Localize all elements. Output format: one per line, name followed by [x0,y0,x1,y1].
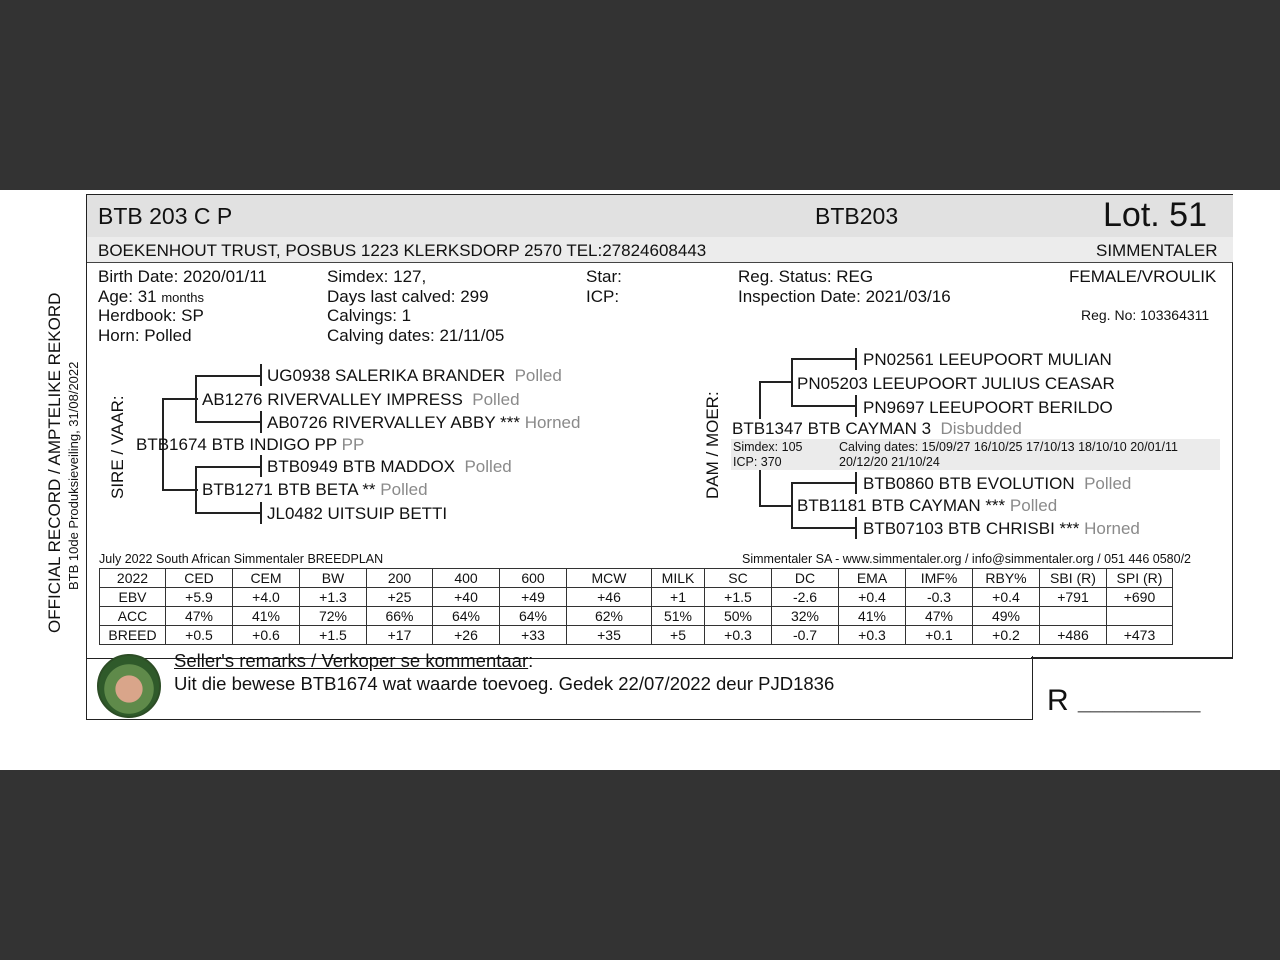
table-cell: +4.0 [233,588,300,607]
animal-name: BTB1271 BTB BETA ** [202,480,376,499]
animal-name: AB1276 RIVERVALLEY IMPRESS [202,390,463,409]
sale-label: BTB 10de Produksieveiling, 31/08/2022 [66,361,81,590]
remarks-title: Seller's remarks / Verkoper se kommentaar [174,650,529,671]
table-row [100,588,1173,607]
pedigree-line [759,381,761,419]
age-unit: months [161,290,204,305]
table-cell [1107,607,1173,626]
table-row [100,607,1173,626]
table-cell: 62% [567,607,652,626]
remarks-text: Uit die bewese BTB1674 wat waarde toevoeg. Gedek 22/07/2022 deur PJD1836 [174,673,835,694]
breedplan-source: July 2022 South African Simmentaler BREEDPLAN [99,552,384,566]
dam-calving-dates-cont: 20/12/20 21/10/24 [839,455,940,469]
pedigree-line [791,482,855,484]
sex: FEMALE/VROULIK [1069,267,1217,286]
pedigree-line [759,505,793,507]
table-header-cell: MILK [652,569,705,588]
icp: ICP: [586,287,620,306]
table-header-cell: IMF% [906,569,973,588]
table-cell: +5 [652,626,705,645]
days-last-calved: Days last calved: 299 [327,287,489,306]
horn-status: PP [341,435,365,454]
table-cell: 66% [367,607,433,626]
sire-sire [202,390,520,410]
header-bar [87,195,1233,238]
animal-tag: BTB203 [815,203,899,229]
animal-name: BTB0949 BTB MADDOX [267,457,456,476]
age-value: Age: 31 [98,287,157,306]
price-divider-top [1031,657,1233,659]
table-cell: +473 [1107,626,1173,645]
owner-line: BOEKENHOUT TRUST, POSBUS 1223 KLERKSDORP 2570 TEL:27824608443 [98,241,707,260]
table-cell: +0.1 [906,626,973,645]
dam [732,419,1022,439]
animal-name: UG0938 SALERIKA BRANDER [267,366,506,385]
animal-name: JL0482 UITSUIP BETTI [267,504,448,523]
table-cell: +17 [367,626,433,645]
horn-status: Polled [380,480,428,499]
sire-dam-dam [267,504,447,524]
pedigree-line [260,502,262,524]
pedigree-line [855,517,857,539]
pedigree-line [195,512,260,514]
table-header-cell: CED [166,569,233,588]
pedigree-line [759,381,793,383]
dam-sire [797,374,1115,394]
animal-name: BTB1674 BTB INDIGO PP [136,435,337,454]
table-header-cell: SC [705,569,772,588]
table-cell: +35 [567,626,652,645]
dam-icp: ICP: 370 [733,455,782,469]
birth-date: Birth Date: 2020/01/11 [98,267,267,286]
breedplan-contact: Simmentaler SA - www.simmentaler.org / info@simmentaler.org / 051 446 0580/2 [742,552,1192,566]
horn-status: Polled [472,390,520,409]
table-cell: +1.5 [705,588,772,607]
price-currency: R [1047,684,1069,717]
animal-id: BTB 203 C P [98,203,233,229]
horn-status: Polled [1009,496,1058,515]
pedigree-line [791,527,855,529]
table-cell: +0.2 [973,626,1040,645]
table-cell: -0.3 [906,588,973,607]
animal-name: BTB1181 BTB CAYMAN *** [797,496,1006,515]
pedigree-line [855,472,857,494]
table-cell: +486 [1040,626,1107,645]
table-cell: 51% [652,607,705,626]
dam-calving-dates: Calving dates: 15/09/27 16/10/25 17/10/13 18/10/10 20/01/11 [839,440,1178,454]
table-header-cell: DC [772,569,839,588]
sire-dam [202,480,428,500]
pedigree-line [855,348,857,370]
table-cell: +1.5 [300,626,367,645]
table-cell: +1 [652,588,705,607]
table-cell: +26 [433,626,500,645]
star: Star: [586,267,622,286]
horn-status: Polled [514,366,562,385]
table-header-cell: MCW [567,569,652,588]
animal-name: BTB07103 BTB CHRISBI *** [863,519,1080,538]
dam-dam-sire [863,474,1131,494]
dam-sire-sire [863,350,1112,370]
animal-name: PN9697 LEEUPOORT BERILDO [863,398,1113,417]
table-cell: +25 [367,588,433,607]
table-header-row [100,569,1173,588]
simdex: Simdex: 127, [327,267,427,286]
pedigree-line [260,411,262,433]
pedigree-line [791,358,855,360]
remarks-heading [174,650,533,672]
horn-status: Polled [464,457,512,476]
pedigree-line [162,489,198,491]
horn-status: Horn: Polled [98,326,192,345]
pedigree-line [759,470,761,506]
calving-dates: Calving dates: 21/11/05 [327,326,505,345]
inspection-date: Inspection Date: 2021/03/16 [738,287,951,306]
table-cell [1040,607,1107,626]
sire-dam-sire [267,457,512,477]
table-cell: +0.6 [233,626,300,645]
table-cell: +690 [1107,588,1173,607]
animal-name: AB0726 RIVERVALLEY ABBY *** [267,413,520,432]
horn-status: Disbudded [940,419,1022,438]
table-header-cell: CEM [233,569,300,588]
table-cell: 64% [433,607,500,626]
table-header-cell: SBI (R) [1040,569,1107,588]
reg-status: Reg. Status: REG [738,267,874,286]
row-label: BREED [100,626,166,645]
table-row [100,626,1173,645]
table-header-cell: 200 [367,569,433,588]
table-header-cell: SPI (R) [1107,569,1173,588]
table-cell: -0.7 [772,626,839,645]
table-cell: +0.5 [166,626,233,645]
table-cell: 32% [772,607,839,626]
pedigree-line [855,395,857,417]
sire-label: SIRE / VAAR: [108,395,127,499]
pedigree-line [260,455,262,477]
row-label: ACC [100,607,166,626]
table-cell: -2.6 [772,588,839,607]
simmentaler-seal-icon [97,654,161,718]
animal-name: PN02561 LEEUPOORT MULIAN [863,350,1112,369]
table-cell: 47% [166,607,233,626]
animal-name: BTB1347 BTB CAYMAN 3 [732,419,932,438]
remarks-colon: : [528,650,534,671]
table-cell: +0.3 [839,626,906,645]
table-header-cell: RBY% [973,569,1040,588]
sire-sire-dam [267,413,580,433]
table-cell: +1.3 [300,588,367,607]
table-cell: 49% [973,607,1040,626]
herdbook: Herdbook: SP [98,306,204,325]
table-cell: +791 [1040,588,1107,607]
pedigree-line [195,375,260,377]
table-cell: 64% [500,607,567,626]
table-cell: 41% [839,607,906,626]
age [98,287,204,307]
table-cell: 72% [300,607,367,626]
table-cell: +0.3 [705,626,772,645]
animal-name: BTB0860 BTB EVOLUTION [863,474,1075,493]
table-cell: 41% [233,607,300,626]
table-cell: +46 [567,588,652,607]
breed-label: SIMMENTALER [1096,241,1218,260]
row-label: EBV [100,588,166,607]
table-cell: +40 [433,588,500,607]
table-header-cell: BW [300,569,367,588]
table-header-cell: EMA [839,569,906,588]
dam-label: DAM / MOER: [703,391,722,499]
table-cell: +5.9 [166,588,233,607]
table-header-cell: 2022 [100,569,166,588]
lot-number: Lot. 51 [1103,196,1207,234]
table-cell: 50% [705,607,772,626]
table-cell: +33 [500,626,567,645]
table-cell: +0.4 [973,588,1040,607]
breedplan-table [99,568,1173,645]
dam-dam [797,496,1057,516]
pedigree-line [791,482,793,528]
pedigree-line [791,405,855,407]
pedigree-line [195,421,260,423]
dam-dam-dam [863,519,1140,539]
dam-simdex: Simdex: 105 [733,440,803,454]
horn-status: Polled [1084,474,1132,493]
pedigree-line [162,398,198,400]
horn-status: Horned [1084,519,1140,538]
official-record-label: OFFICIAL RECORD / AMPTELIKE REKORD [45,292,64,633]
sire-sire-sire [267,366,562,386]
calvings: Calvings: 1 [327,306,412,325]
table-cell: +49 [500,588,567,607]
dam-sire-dam [863,398,1113,418]
table-header-cell: 600 [500,569,567,588]
sire [136,435,364,455]
pedigree-line [195,466,197,513]
table-cell: +0.4 [839,588,906,607]
pedigree-line [195,466,260,468]
table-header-cell: 400 [433,569,500,588]
animal-name: PN05203 LEEUPOORT JULIUS CEASAR [797,374,1115,393]
pedigree-line [260,364,262,386]
horn-status: Horned [524,413,581,432]
price-input[interactable]: __________ [1078,688,1201,713]
reg-no: Reg. No: 103364311 [1081,307,1210,323]
table-cell: 47% [906,607,973,626]
